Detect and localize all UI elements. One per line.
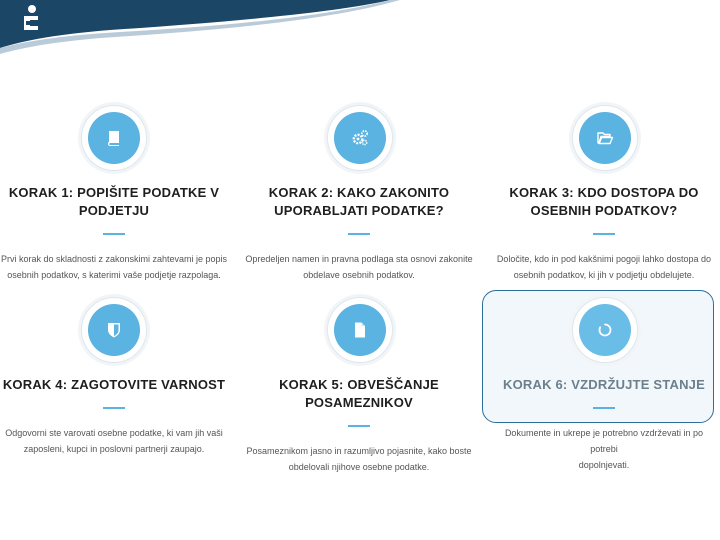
- step-description: Prvi korak do skladnosti z zakonskimi zahtevami je popis osebnih podatkov, s katerimi vaše podjetje razpolaga.: [0, 254, 228, 280]
- icon-ring: [572, 297, 638, 363]
- divider: [103, 233, 125, 235]
- step-title: KORAK 1: POPIŠITE PODATKE V PODJETJU: [8, 185, 220, 218]
- document-icon: [334, 304, 386, 356]
- icon-ring: [327, 297, 393, 363]
- divider: [348, 425, 370, 427]
- step-description: Odgovorni ste varovati osebne podatke, ki vam jih vaši zaposleni, kupci in poslovni partnerji zaupajo.: [5, 428, 223, 454]
- divider: [593, 233, 615, 235]
- icon-ring: [81, 297, 147, 363]
- gears-icon: [334, 112, 386, 164]
- step-title: KORAK 4: ZAGOTOVITE VARNOST: [2, 377, 226, 392]
- folder-open-icon: [579, 112, 631, 164]
- step-title: KORAK 3: KDO DOSTOPA DO OSEBNIH PODATKOV?: [509, 185, 699, 218]
- logo-icon: [18, 4, 44, 34]
- step-title: KORAK 2: KAKO ZAKONITO UPORABLJATI PODATKE?: [268, 185, 450, 218]
- step-title: KORAK 6: VZDRŽUJTE STANJE: [503, 377, 705, 392]
- step-description: Dokumente in ukrepe je potrebno vzdrževati in po potrebi dopolnjevati.: [504, 428, 704, 470]
- step-title: KORAK 5: OBVEŠČANJE POSAMEZNIKOV: [279, 377, 439, 410]
- divider: [348, 233, 370, 235]
- divider: [593, 407, 615, 409]
- icon-ring: [327, 105, 393, 171]
- icon-ring: [572, 105, 638, 171]
- divider: [103, 407, 125, 409]
- icon-ring: [81, 105, 147, 171]
- step-description: Določite, kdo in pod kakšnimi pogoji lahko dostopa do osebnih podatkov, ki jih v podjetju obdelujete.: [496, 254, 712, 280]
- step-description: Opredeljen namen in pravna podlaga sta osnovi zakonite obdelave osebnih podatkov.: [245, 254, 473, 280]
- header-banner: [0, 0, 720, 60]
- book-icon: [88, 112, 140, 164]
- shield-icon: [88, 304, 140, 356]
- step-description: Posameznikom jasno in razumljivo pojasnite, kako boste obdelovali njihove osebne podatke.: [246, 446, 472, 472]
- refresh-icon: [579, 304, 631, 356]
